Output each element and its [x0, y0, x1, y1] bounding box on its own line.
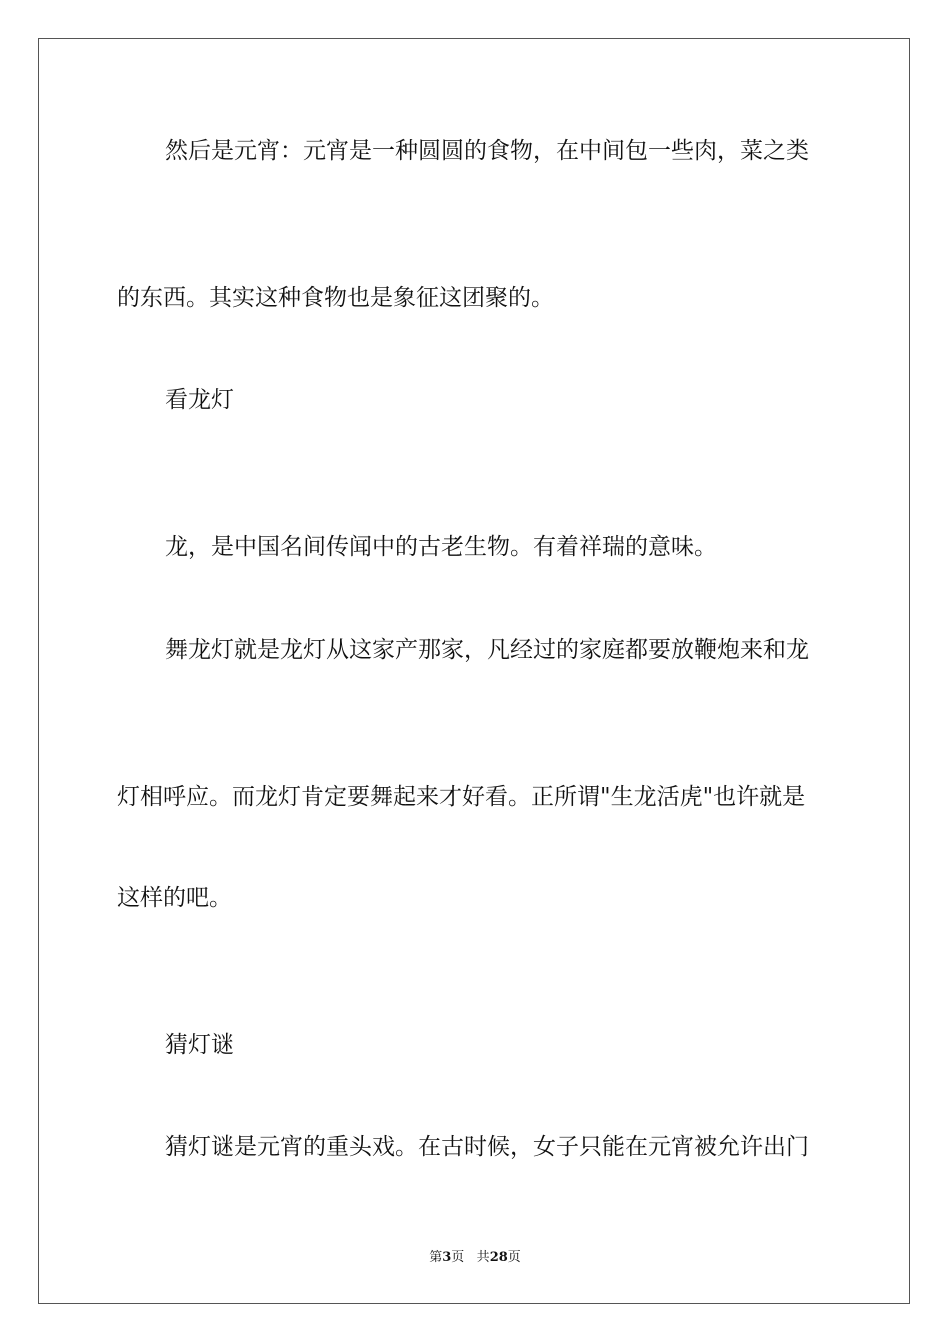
- page-footer: [39, 1249, 911, 1267]
- paragraph-line: 然后是元宵：元宵是一种圆圆的食物，在中间包一些肉，菜之类: [165, 138, 809, 164]
- paragraph-line: 的东西。其实这种食物也是象征这团聚的。: [117, 285, 554, 311]
- paragraph-line: 猜灯谜是元宵的重头戏。在古时候，女子只能在元宵被允许出门: [165, 1134, 809, 1160]
- section-heading: 看龙灯: [165, 387, 234, 413]
- paragraph-line: 这样的吧。: [117, 885, 232, 911]
- footer-total-suffix: 页: [507, 1250, 521, 1265]
- footer-total-prefix: 共: [476, 1250, 490, 1265]
- page-number: 3: [442, 1250, 452, 1265]
- paragraph-line: 龙，是中国名间传闻中的古老生物。有着祥瑞的意味。: [165, 534, 717, 560]
- page-frame: [38, 38, 910, 1304]
- footer-prefix: 第: [429, 1250, 443, 1265]
- paragraph-line: 舞龙灯就是龙灯从这家产那家，凡经过的家庭都要放鞭炮来和龙: [165, 637, 809, 663]
- paragraph-line: 灯相呼应。而龙灯肯定要舞起来才好看。正所谓"生龙活虎"也许就是: [117, 784, 806, 810]
- footer-page-suffix: 页: [451, 1250, 465, 1265]
- total-pages: 28: [489, 1250, 508, 1265]
- section-heading: 猜灯谜: [165, 1032, 234, 1058]
